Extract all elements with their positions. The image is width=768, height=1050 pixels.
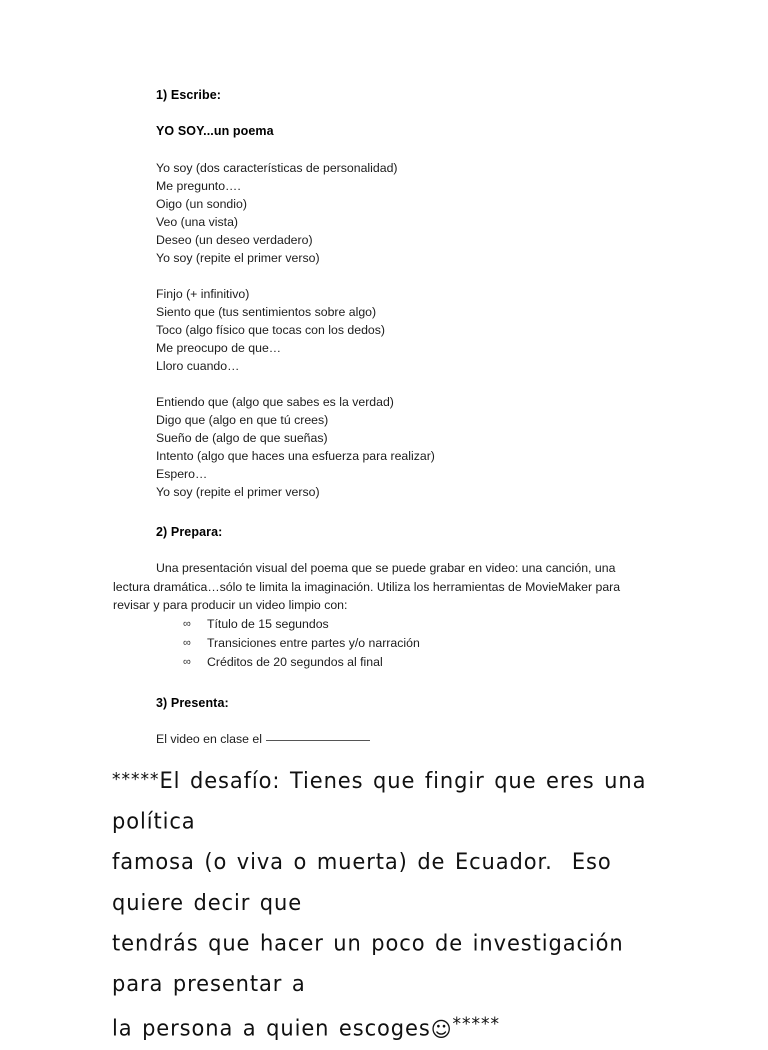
poem-line: Entiendo que (algo que sabes es la verdad) xyxy=(156,395,394,409)
poem-line: Toco (algo físico que tocas con los dedos) xyxy=(156,323,385,337)
challenge-text: El desafío: Tienes que fingir que eres una política xyxy=(112,768,656,834)
poem-line: Yo soy (dos características de personalidad) xyxy=(156,161,398,175)
list-item xyxy=(113,634,653,653)
list-item-label: Título de 15 segundos xyxy=(207,616,329,631)
due-date-blank-field[interactable] xyxy=(266,730,370,741)
due-date-line xyxy=(156,730,653,748)
poem-line: Yo soy (repite el primer verso) xyxy=(156,251,320,265)
poem-line: Espero… xyxy=(156,467,208,481)
duedate-spacer xyxy=(113,712,653,730)
poem-line: Intento (algo que haces una esfuerza para realizar) xyxy=(156,449,435,463)
paragraph-spacer xyxy=(113,541,653,559)
section-heading-presenta: 3) Presenta: xyxy=(156,695,229,710)
poem-title: YO SOY...un poema xyxy=(156,124,274,138)
poem-line: Me preocupo de que… xyxy=(156,341,282,355)
list-item-label: Transiciones entre partes y/o narración xyxy=(207,635,420,650)
challenge-line-2: famosa (o viva o muerta) de Ecuador. Eso quiere decir que xyxy=(112,849,622,915)
poem-stanza-3 xyxy=(156,393,653,501)
due-date-label: El video en clase el xyxy=(156,731,262,746)
infinity-bullet-icon: ∞ xyxy=(183,636,191,649)
poem-line: Deseo (un deseo verdadero) xyxy=(156,233,313,247)
infinity-bullet-icon: ∞ xyxy=(183,655,191,668)
challenge-text: la persona a quien escoges xyxy=(112,1015,431,1041)
list-item-label: Créditos de 20 segundos al final xyxy=(207,654,383,669)
list-item xyxy=(113,615,653,634)
poem-line: Lloro cuando… xyxy=(156,359,240,373)
challenge-line-1 xyxy=(112,760,672,842)
challenge-line-4 xyxy=(112,1004,672,1050)
section-heading-escribe: 1) Escribe: xyxy=(156,88,222,102)
poem-line: Finjo (+ infinitivo) xyxy=(156,287,250,301)
poem-line: Digo que (algo en que tú crees) xyxy=(156,413,329,427)
prepara-paragraph: Una presentación visual del poema que se puede grabar en video: una canción, una lectura dramática…sólo te limita la imaginación. Utiliza los herramientas de MovieMaker para revisar y para producir un video limpio con: xyxy=(113,561,621,612)
section-spacer xyxy=(113,672,653,694)
poem-line: Me pregunto…. xyxy=(156,179,241,193)
infinity-bullet-icon: ∞ xyxy=(183,617,191,630)
poem-stanza-1 xyxy=(156,159,653,267)
poem-line: Siento que (tus sentimientos sobre algo) xyxy=(156,305,377,319)
poem-line: Sueño de (algo de que sueñas) xyxy=(156,431,328,445)
section-heading-prepara: 2) Prepara: xyxy=(156,525,223,539)
poem-line: Veo (una vista) xyxy=(156,215,239,229)
stars-suffix: ***** xyxy=(452,1013,500,1035)
document-body xyxy=(113,86,653,748)
challenge-line-3: tendrás que hacer un poco de investigación para presentar a xyxy=(112,930,634,997)
challenge-note xyxy=(112,760,672,1050)
prepara-bullet-list xyxy=(113,615,653,672)
list-item xyxy=(113,653,653,672)
stars-prefix: ***** xyxy=(112,769,160,791)
smiley-face-icon: ☺ xyxy=(430,1016,453,1042)
poem-line: Yo soy (repite el primer verso) xyxy=(156,485,320,499)
poem-line: Oigo (un sondio) xyxy=(156,197,247,211)
section-spacer xyxy=(113,501,653,523)
poem-stanza-2 xyxy=(156,285,653,375)
